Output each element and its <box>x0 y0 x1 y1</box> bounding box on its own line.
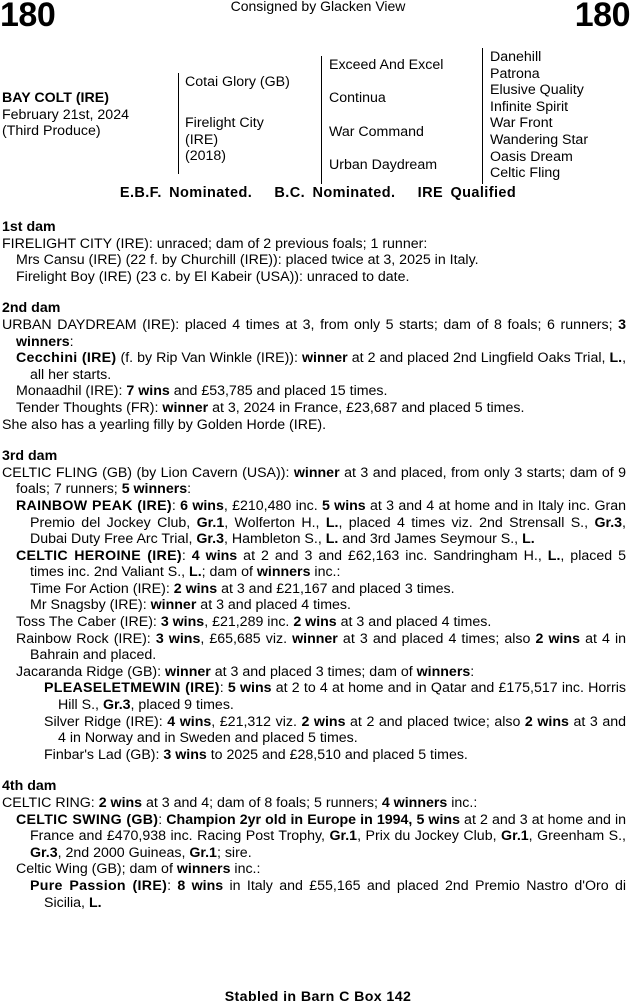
great-grandsire-3: Elusive Quality <box>490 82 584 99</box>
dam <box>185 115 264 165</box>
great-grandsire-2: Patrona <box>490 65 540 82</box>
produce-entry: CELTIC HEROINE (IRE): 4 wins at 2 and 3 and £62,163 inc. Sandringham H., L., placed 5 times inc. 2nd Valiant S., L.; dam of winners inc.: <box>16 547 626 581</box>
produce-entry: CELTIC SWING (GB): Champion 2yr old in Europe in 1994, 5 wins at 2 and 3 at home and in France and £470,938 inc. Racing Post Trophy, Gr.1, Prix du Jockey Club, Gr.1, Greenham S., Gr.3, 2nd 2000 Guineas, Gr.1; sire. <box>16 811 626 861</box>
pedigree-divider-2 <box>321 56 322 184</box>
first-dam-section <box>2 219 626 285</box>
stabling-info: Stabled in Barn C Box 142 <box>224 989 412 1005</box>
section-title: 4th dam <box>2 778 57 795</box>
produce-entry: Mrs Cansu (IRE) (22 f. by Churchill (IRE)): placed twice at 3, 2025 in Italy. <box>16 252 479 269</box>
section-title: 1st dam <box>2 219 56 235</box>
dam-intro: FIRELIGHT CITY (IRE): unraced; dam of 2 previous foals; 1 runner: <box>2 235 428 252</box>
section-title: 3rd dam <box>2 448 58 465</box>
fourth-dam-section <box>2 778 626 911</box>
section-title: 2nd dam <box>2 300 61 317</box>
great-grandsire-5: War Front <box>490 115 553 132</box>
grandsire-1: Exceed And Excel <box>329 57 444 73</box>
produce-entry: Toss The Caber (IRE): 3 wins, £21,289 inc. 2 wins at 3 and placed 4 times. <box>16 614 492 631</box>
produce-entry: Silver Ridge (IRE): 4 wins, £21,312 viz. 2 wins at 2 and placed twice; also 2 wins at 3 and 4 in Norway and in Sweden and placed 5 times. <box>44 713 627 747</box>
produce-entry: Time For Action (IRE): 2 wins at 3 and £21,167 and placed 3 times. <box>30 580 455 597</box>
dam-country: (IRE) <box>185 131 219 148</box>
catalogue-body <box>2 219 626 911</box>
lot-number-left: 180 <box>0 0 56 34</box>
dam-name: Firelight City <box>185 115 264 131</box>
produce-entry: Pure Passion (IRE): 8 wins in Italy and £55,165 and placed 2nd Premio Nastro d'Oro di Sicilia, L. <box>30 877 627 911</box>
dam-intro: URBAN DAYDREAM (IRE): placed 4 times at 3, from only 5 starts; dam of 8 foals; 6 runners; 3 winners: <box>2 316 626 350</box>
lot-number-right: 180 <box>574 0 630 34</box>
horse-name: BAY COLT (IRE) <box>2 90 109 106</box>
grandsire-2: Continua <box>329 90 386 106</box>
produce-entry: Cecchini (IRE) (f. by Rip Van Winkle (IRE)): winner at 2 and placed 2nd Lingfield Oaks Trial, L., all her starts. <box>16 350 627 383</box>
produce-entry: Monaadhil (IRE): 7 wins and £53,785 and placed 15 times. <box>16 383 388 400</box>
second-dam-section <box>2 300 626 433</box>
dam-year: (2018) <box>185 148 227 165</box>
great-grandsire-4: Infinite Spirit <box>490 98 569 115</box>
produce-entry: PLEASELETMEWIN (IRE): 5 wins at 2 to 4 at home and in Qatar and £175,517 inc. Horris Hill S., Gr.3, placed 9 times. <box>44 680 626 714</box>
great-grandsire-8: Celtic Fling <box>490 165 561 182</box>
great-grandsire-1: Danehill <box>490 49 542 65</box>
produce-entry: Jacaranda Ridge (GB): winner at 3 and placed 3 times; dam of winners: <box>16 663 475 680</box>
produce-note: (Third Produce) <box>2 123 101 140</box>
foaling-date: February 21st, 2024 <box>2 106 129 123</box>
great-grandsires <box>490 49 588 182</box>
dam-intro: CELTIC RING: 2 wins at 3 and 4; dam of 8 foals; 5 runners; 4 winners inc.: <box>2 795 478 811</box>
dam-intro: CELTIC FLING (GB) (by Lion Cavern (USA)): winner at 3 and placed, from only 3 starts; dam of 9 foals; 7 runners; 5 winners: <box>2 464 626 498</box>
grandsire-3: War Command <box>329 124 424 140</box>
great-grandsire-6: Wandering Star <box>490 131 589 148</box>
produce-entry: RAINBOW PEAK (IRE): 6 wins, £210,480 inc. 5 wins at 3 and 4 at home and in Italy inc. Gran Premio del Jockey Club, Gr.1, Wolferton H., L., placed 4 times viz. 2nd Strensall S., Gr.3, Dubai Duty Free Arc Trial, Gr.3, Hambleton S., L. and 3rd James Seymour S., L. <box>16 497 626 548</box>
produce-entry: Mr Snagsby (IRE): winner at 3 and placed 4 times. <box>30 597 351 614</box>
nominations: E.B.F. Nominated. B.C. Nominated. IRE Qualified <box>119 185 517 201</box>
third-dam-section <box>2 448 626 763</box>
consignor: Consigned by Glacken View <box>230 0 406 14</box>
horse-details <box>2 90 129 140</box>
yearling-note: She also has a yearling filly by Golden Horde (IRE). <box>2 416 327 433</box>
great-grandsire-7: Oasis Dream <box>490 148 573 165</box>
produce-entry: Rainbow Rock (IRE): 3 wins, £65,685 viz. winner at 3 and placed 4 times; also 2 wins at 4 in Bahrain and placed. <box>16 630 626 664</box>
produce-entry: Firelight Boy (IRE) (23 c. by El Kabeir (USA)): unraced to date. <box>16 268 410 285</box>
pedigree-divider-1 <box>178 73 179 174</box>
sire: Cotai Glory (GB) <box>185 74 290 90</box>
produce-entry: Celtic Wing (GB); dam of winners inc.: <box>16 861 261 878</box>
produce-entry: Tender Thoughts (FR): winner at 3, 2024 in France, £23,687 and placed 5 times. <box>16 399 525 416</box>
pedigree-divider-3 <box>482 48 483 184</box>
grandsire-4: Urban Daydream <box>329 157 438 173</box>
produce-entry: Finbar's Lad (GB): 3 wins to 2025 and £28,510 and placed 5 times. <box>44 746 468 763</box>
